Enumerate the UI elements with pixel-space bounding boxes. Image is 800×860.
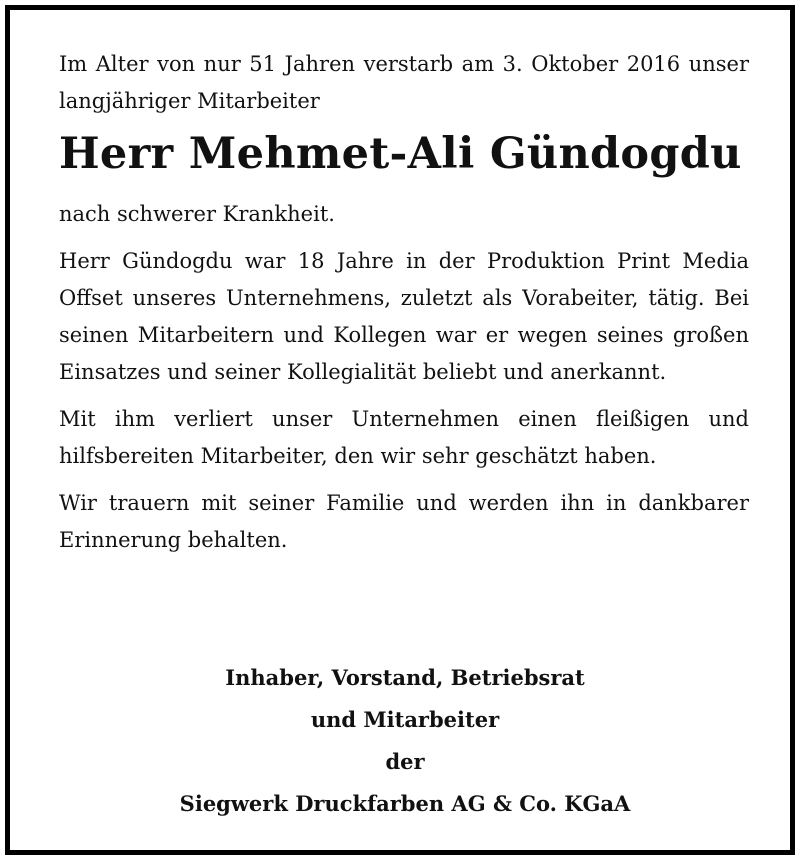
- deceased-name: Herr Mehmet-Ali Gündogdu: [59, 129, 742, 179]
- signature-block: [10, 657, 800, 825]
- company-name: Siegwerk Druckfarben AG & Co. KGaA: [179, 791, 631, 816]
- signature-line: der: [385, 749, 425, 774]
- mourning-paragraph: Wir trauern mit seiner Familie und werden ihn in dankbarer Erinnerung behalten.: [59, 491, 749, 552]
- cause-text: nach schwerer Krankheit.: [59, 202, 335, 226]
- signature-line: Inhaber, Vorstand, Betriebsrat: [225, 665, 585, 690]
- notice-body: [59, 46, 749, 569]
- signature-line: und Mitarbeiter: [310, 707, 500, 732]
- career-paragraph: Herr Gündogdu war 18 Jahre in der Produktion Print Media Offset unseres Unternehmens, zuletzt als Vorabeiter, tätig. Bei seinen Mitarbeitern und Kollegen war er wegen seines großen Einsatzes und seiner Kollegialität beliebt und anerkannt.: [59, 249, 749, 384]
- intro-text: Im Alter von nur 51 Jahren verstarb am 3. Oktober 2016 unser langjähriger Mitarbeiter: [59, 52, 749, 113]
- tribute-paragraph: Mit ihm verliert unser Unternehmen einen fleißigen und hilfsbereiten Mitarbeiter, den wir sehr geschätzt haben.: [59, 407, 749, 468]
- obituary-notice: [5, 5, 795, 855]
